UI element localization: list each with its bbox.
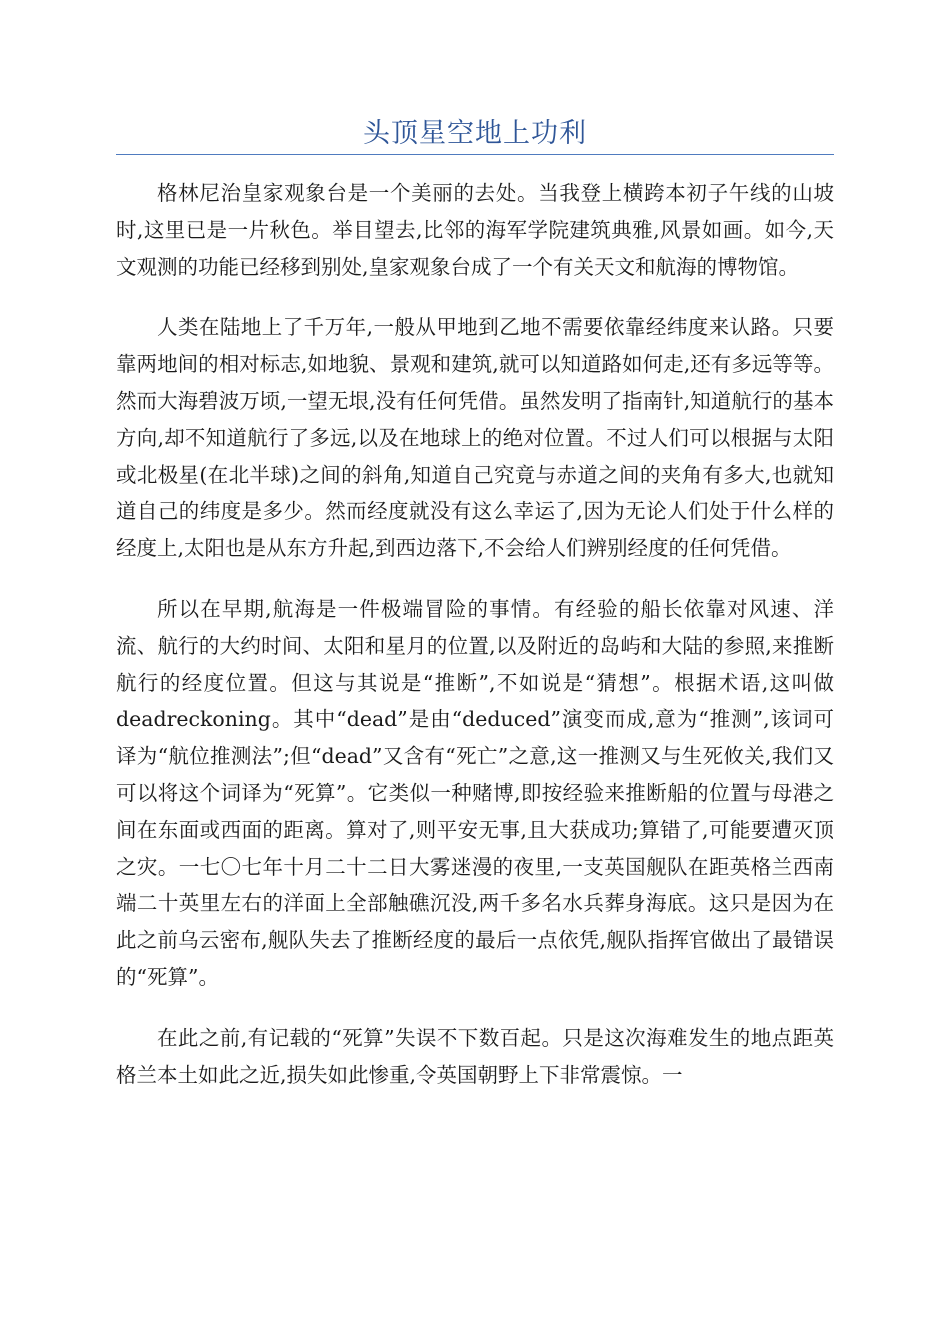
document-page (116, 0, 834, 1093)
paragraph-1: 格林尼治皇家观象台是一个美丽的去处。当我登上横跨本初子午线的山坡时,这里已是一片秋色。举目望去,比邻的海军学院建筑典雅,风景如画。如今,天文观测的功能已经移到别处,皇家观象台成了一个有关天文和航海的博物馆。 (116, 181, 834, 279)
paragraph-3: 所以在早期,航海是一件极端冒险的事情。有经验的船长依靠对风速、洋流、航行的大约时间、太阳和星月的位置,以及附近的岛屿和大陆的参照,来推断航行的经度位置。但这与其说是“推断”,不如说是“猜想”。根据术语,这叫做deadreckoning。其中“dead”是由“deduced”演变而成,意为“推测”,该词可译为“航位推测法”;但“dead”又含有“死亡”之意,这一推测又与生死攸关,我们又可以将这个词译为“死算”。它类似一种赌博,即按经验来推断船的位置与母港之间在东面或西面的距离。算对了,则平安无事,且大获成功;算错了,可能要遭灭顶之灾。一七〇七年十月二十二日大雾迷漫的夜里,一支英国舰队在距英格兰西南端二十英里左右的洋面上全部触礁沉没,两千多名水兵葬身海底。这只是因为在此之前乌云密布,舰队失去了推断经度的最后一点依凭,舰队指挥官做出了最错误的“死算”。 (116, 596, 834, 989)
paragraph-2: 人类在陆地上了千万年,一般从甲地到乙地不需要依靠经纬度来认路。只要靠两地间的相对标志,如地貌、景观和建筑,就可以知道路如何走,还有多远等等。然而大海碧波万顷,一望无垠,没有任何凭借。虽然发明了指南针,知道航行的基本方向,却不知道航行了多远,以及在地球上的绝对位置。不过人们可以根据与太阳或北极星(在北半球)之间的斜角,知道自己究竟与赤道之间的夹角有多大,也就知道自己的纬度是多少。然而经度就没有这么幸运了,因为无论人们处于什么样的经度上,太阳也是从东方升起,到西边落下,不会给人们辨别经度的任何凭借。 (116, 315, 834, 561)
document-title: 头顶星空地上功利 (363, 118, 587, 149)
title-underline (116, 154, 834, 155)
paragraph-4: 在此之前,有记载的“死算”失误不下数百起。只是这次海难发生的地点距英格兰本土如此之近,损失如此惨重,令英国朝野上下非常震惊。一 (116, 1025, 834, 1087)
